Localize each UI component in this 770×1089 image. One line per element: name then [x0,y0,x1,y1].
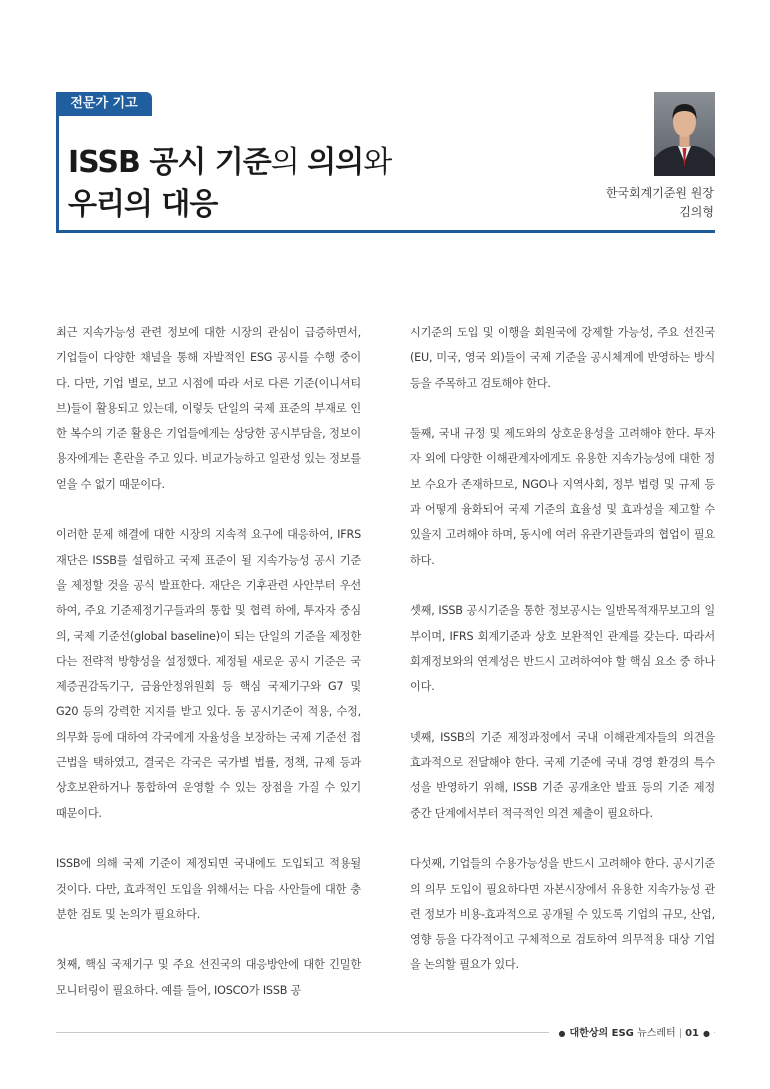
body-column-right [410,320,715,1003]
author-organization: 한국회계기준원 원장 [605,186,714,200]
footer-brand: 대한상의 ESG [569,1028,634,1039]
title-line-1: ISSB 공시 기준의 의의와 [68,145,392,180]
page-number: 01 [685,1028,700,1039]
paragraph: 다섯째, 기업들의 수용가능성을 반드시 고려해야 한다. 공시기준의 의무 도입이 필요하다면 자본시장에서 유용한 지속가능성 관련 정보가 비용-효과적으로 공개될 수 있도록 기업의 규모, 산업, 영향 등을 다각적이고 구체적으로 검토하여 의무적용 대상 기업을 논의할 필요가 있다. [410,857,715,972]
section-tag: 전문가 기고 [56,92,152,116]
bullet-icon: ● [558,1029,566,1038]
footer-separator: | [678,1028,683,1039]
bullet-icon: ● [703,1029,710,1038]
article-title [68,142,391,226]
paragraph: 이러한 문제 해결에 대한 시장의 지속적 요구에 대응하여, IFRS재단은 ISSB를 설립하고 국제 표준이 될 지속가능성 공시 기준을 제정할 것을 공식 발표한다. 재단은 기후관련 사안부터 우선하여, 주요 기준제정기구들과의 통합 및 협력 하에, 투자자 중심의, 국제 기준선(global baseline)이 되는 단일의 기준을 제정한다는 전략적 방향성을 설정했다. 제정될 새로운 공시 기준은 국제증권감독기구, 금융안정위원회 등 핵심 국제기구와 G7 및 G20 등의 강력한 지지를 받고 있다. 동 공시기준이 적용, 수정, 의무화 등에 대하여 각국에게 자율성을 보장하는 국제 기준선 접근법을 택하였고, 결국은 각국은 국가별 법률, 정책, 규제 등과 상호보완하거나 통합하여 운영할 수 있는 장점을 가질 수 있기 때문이다. [56,528,361,820]
body-column-left [56,320,361,1028]
paragraph: 넷째, ISSB의 기준 제정과정에서 국내 이해관계자들의 의견을 효과적으로 전달해야 한다. 국제 기준에 국내 경영 환경의 특수성을 반영하기 위해, ISSB 기준 공개초안 발표 등의 기준 제정 중간 단계에서부터 적극적인 의견 제출이 필요하다. [410,730,715,820]
paragraph: 셋째, ISSB 공시기준을 통한 정보공시는 일반목적재무보고의 일부이며, IFRS 회계기준과 상호 보완적인 관계를 갖는다. 따라서 회계정보와의 연계성은 반드시 고려하여야 할 핵심 요소 중 하나이다. [410,604,715,694]
author-photo [654,92,715,176]
paragraph: 최근 지속가능성 관련 정보에 대한 시장의 관심이 급증하면서, 기업들이 다양한 채널을 통해 자발적인 ESG 공시를 수행 중이다. 다만, 기업 별로, 보고 시점에 따라 서로 다른 기준(이니셔티브)들이 활용되고 있는데, 이렇듯 단일의 국제 표준의 부재로 인한 복수의 기준 활용은 기업들에게는 상당한 공시부담을, 정보이용자에게는 혼란을 주고 있다. 비교가능하고 일관성 있는 정보를 얻을 수 없기 때문이다. [56,326,361,491]
author-portrait-icon [654,92,715,176]
author-name: 김의형 [679,205,714,219]
footer-label: 뉴스레터 [637,1028,676,1039]
paragraph: 둘째, 국내 규정 및 제도와의 상호운용성을 고려해야 한다. 투자자 외에 다양한 이해관계자에게도 유용한 지속가능성에 대한 정보 수요가 존재하므로, NGO나 지역사회, 정부 법령 및 규제 등과 어떻게 융화되어 국제 기준의 효율성 및 효과성을 제고할 수 있을지 고려해야 하며, 동시에 여러 유관기관들과의 협업이 필요하다. [410,427,715,567]
paragraph: 시기준의 도입 및 이행을 회원국에 강제할 가능성, 주요 선진국(EU, 미국, 영국 외)들이 국제 기준을 공시체계에 반영하는 방식 등을 주목하고 검토해야 한다. [410,326,715,390]
paragraph: ISSB에 의해 국제 기준이 제정되면 국내에도 도입되고 적용될 것이다. 다만, 효과적인 도입을 위해서는 다음 사안들에 대한 충분한 검토 및 논의가 필요하다. [56,857,361,921]
title-line-2: 우리의 대응 [68,187,218,222]
page-footer [549,1027,714,1041]
paragraph: 첫째, 핵심 국제기구 및 주요 선진국의 대응방안에 대한 긴밀한 모니터링이 필요하다. 예를 들어, IOSCO가 ISSB 공 [56,958,361,997]
